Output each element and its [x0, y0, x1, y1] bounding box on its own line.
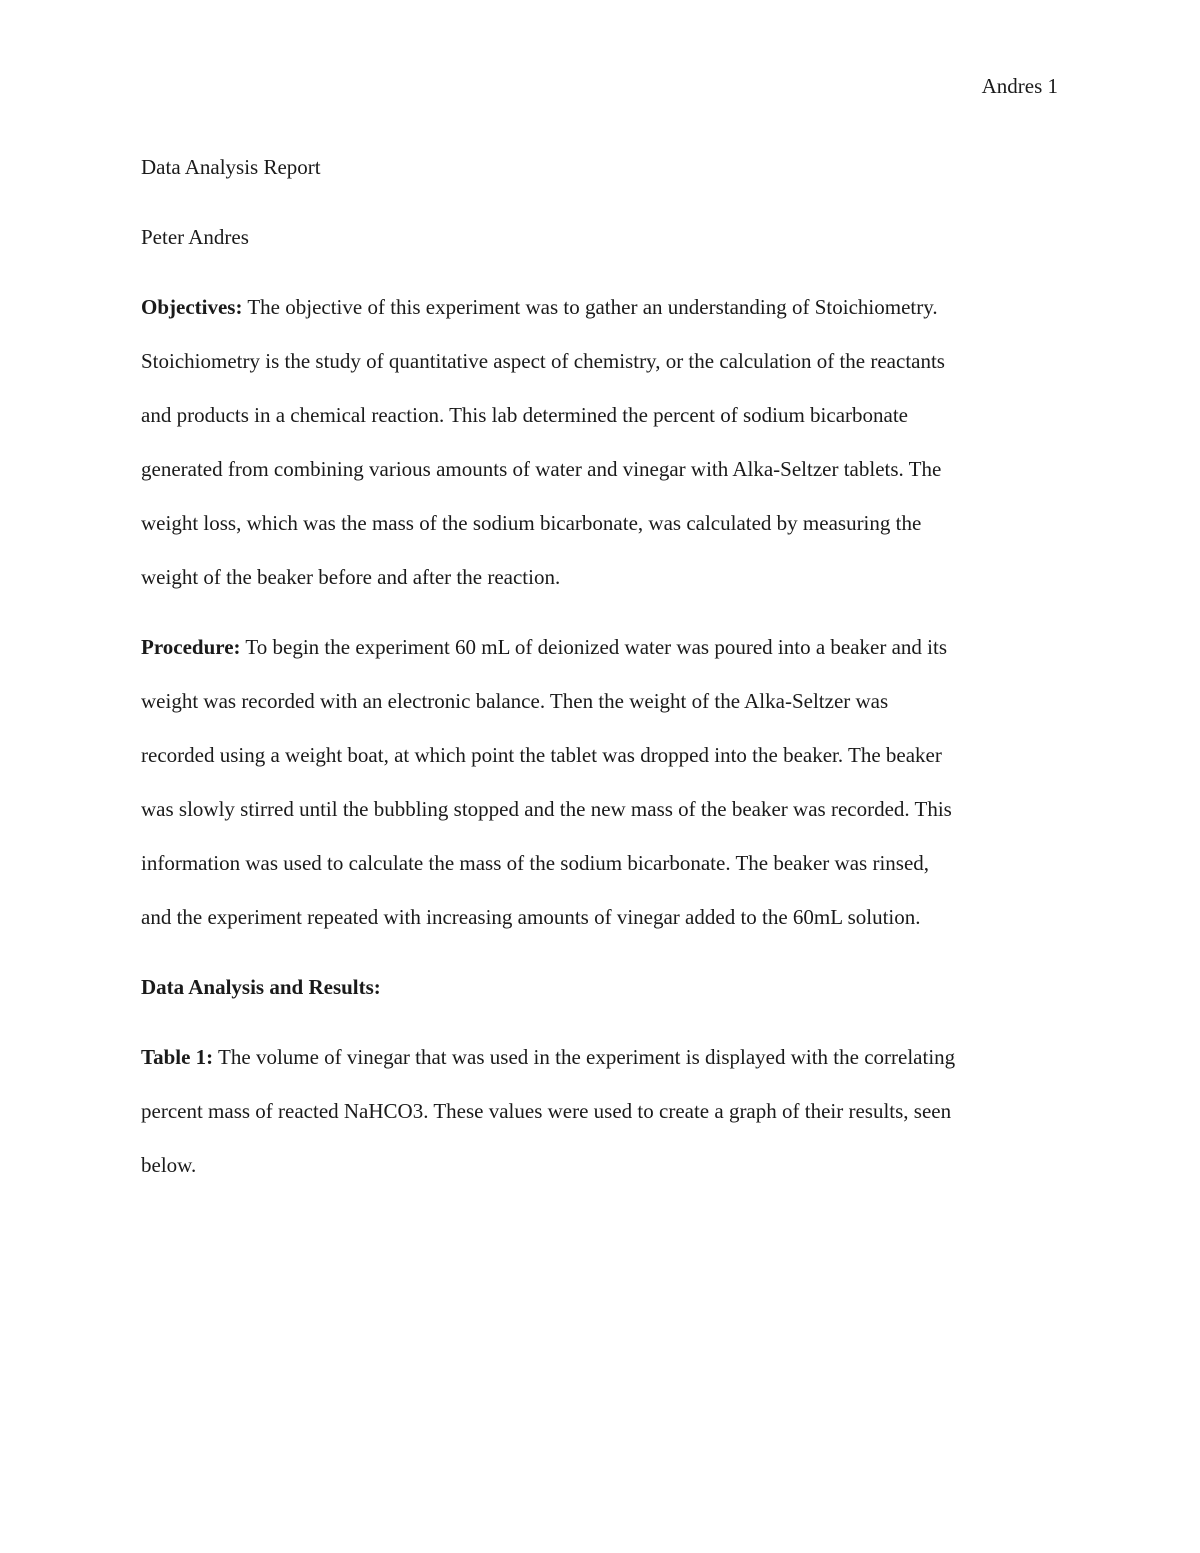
data-analysis-heading-text: Data Analysis and Results:	[141, 975, 381, 999]
spacer	[141, 194, 1061, 210]
procedure-line-6: and the experiment repeated with increasing amounts of vinegar added to the 60mL solution.	[141, 905, 921, 929]
objectives-line-6: weight of the beaker before and after the reaction.	[141, 565, 561, 589]
procedure-paragraph	[141, 620, 1061, 944]
table1-caption-paragraph	[141, 1030, 1061, 1192]
procedure-text: To begin the experiment 60 mL of deionized water was poured into a beaker and its	[240, 635, 948, 659]
author-name: Peter Andres	[141, 225, 249, 249]
data-analysis-heading	[141, 960, 1061, 1014]
spacer	[141, 1014, 1061, 1030]
table1-line-3: below.	[141, 1153, 197, 1177]
procedure-line-4: was slowly stirred until the bubbling stopped and the new mass of the beaker was recorded. This	[141, 797, 952, 821]
document-title: Data Analysis Report	[141, 155, 321, 179]
procedure-line-2: weight was recorded with an electronic balance. Then the weight of the Alka-Seltzer was	[141, 689, 889, 713]
objectives-label: Objectives:	[141, 295, 243, 319]
table1-line-2: percent mass of reacted NaHCO3. These values were used to create a graph of their results, seen	[141, 1099, 952, 1123]
objectives-text: The objective of this experiment was to gather an understanding of Stoichiometry.	[242, 295, 938, 319]
objectives-paragraph	[141, 280, 1061, 604]
spacer	[141, 944, 1061, 960]
objectives-line-4: generated from combining various amounts of water and vinegar with Alka-Seltzer tablets. The	[141, 457, 942, 481]
spacer	[141, 604, 1061, 620]
table1-line-1	[141, 1030, 1061, 1084]
table1-text: The volume of vinegar that was used in the experiment is displayed with the correlating	[213, 1045, 956, 1069]
objectives-line-3: and products in a chemical reaction. This lab determined the percent of sodium bicarbonate	[141, 403, 909, 427]
document-body	[141, 140, 1061, 1192]
spacer	[141, 264, 1061, 280]
objectives-line-2: Stoichiometry is the study of quantitative aspect of chemistry, or the calculation of the reactants	[141, 349, 945, 373]
procedure-line-1	[141, 620, 1061, 674]
procedure-line-5: information was used to calculate the mass of the sodium bicarbonate. The beaker was rinsed,	[141, 851, 930, 875]
page-header: Andres 1	[981, 74, 1058, 98]
objectives-line-5: weight loss, which was the mass of the sodium bicarbonate, was calculated by measuring the	[141, 511, 922, 535]
objectives-line-1	[141, 280, 1061, 334]
table1-label: Table 1:	[141, 1045, 214, 1069]
procedure-line-3: recorded using a weight boat, at which point the tablet was dropped into the beaker. The beaker	[141, 743, 942, 767]
procedure-label: Procedure:	[141, 635, 241, 659]
